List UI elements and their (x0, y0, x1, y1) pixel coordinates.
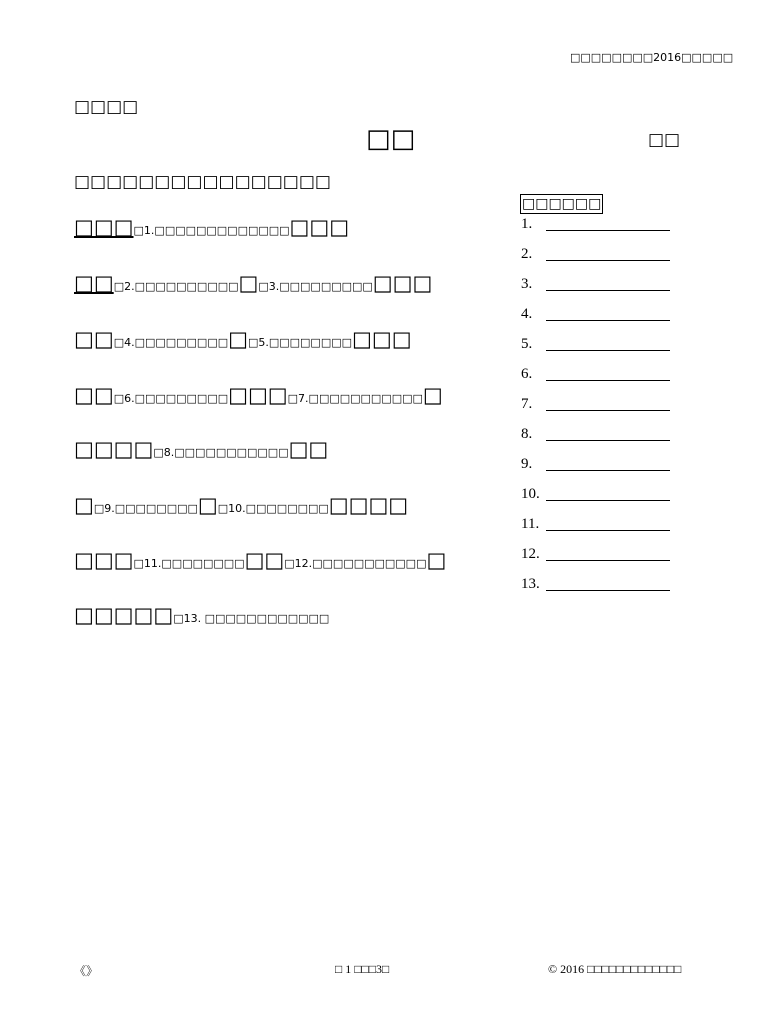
answer-blank[interactable] (546, 530, 670, 531)
passage-text: □□ (288, 437, 329, 461)
answer-box-title: □□□□□□ (522, 196, 602, 212)
passage-text: □□□□□ (74, 603, 174, 627)
passage-question: □6.□□□□□□□□□ (113, 392, 229, 405)
passage-text: □□□□ (328, 493, 409, 517)
passage-text: □□ (244, 548, 285, 572)
answer-number: 12. (521, 546, 540, 562)
passage-text: □□□ (74, 548, 134, 572)
answer-number: 2. (521, 246, 533, 262)
passage-text: □ (422, 383, 443, 407)
passage-question: □9.□□□□□□□□ (93, 502, 198, 515)
passage-question: □12.□□□□□□□□□□□ (284, 557, 427, 570)
passage-line (74, 383, 443, 407)
passage-text: □ (197, 493, 218, 517)
passage-line (74, 327, 412, 351)
passage-line (74, 437, 328, 461)
passage-question: □1.□□□□□□□□□□□□□ (133, 224, 290, 237)
footer-page-number: □ 1 □□□3□ (335, 962, 390, 976)
answer-blank[interactable] (546, 230, 670, 231)
score-label: □□ (648, 130, 681, 150)
passage-line (74, 493, 408, 517)
passage-text: □□□ (74, 215, 134, 239)
answer-number: 7. (521, 396, 533, 412)
passage-line (74, 215, 349, 239)
passage-text: □ (228, 327, 248, 351)
instructions: □□□□□□□□□□□□□□□□ (74, 172, 331, 192)
answer-blank[interactable] (546, 440, 670, 441)
answer-number: 6. (521, 366, 533, 382)
answer-blank[interactable] (546, 410, 670, 411)
answer-number: 4. (521, 306, 533, 322)
passage-text: □□ (74, 327, 114, 351)
passage-question: □5.□□□□□□□□ (247, 336, 353, 349)
answer-number: 8. (521, 426, 533, 442)
passage-text: □□□ (289, 215, 350, 239)
passage-text: □□□ (352, 327, 412, 351)
answer-blank[interactable] (546, 260, 670, 261)
answer-number: 1. (521, 216, 533, 232)
passage-question: □2.□□□□□□□□□□ (113, 280, 239, 293)
answer-number: 3. (521, 276, 533, 292)
answer-blank[interactable] (546, 500, 670, 501)
answer-blank[interactable] (546, 380, 670, 381)
answer-number: 11. (521, 516, 540, 532)
answer-number: 5. (521, 336, 533, 352)
header-text: □□□□□□□□2016□□□□□ (570, 51, 734, 64)
passage-text: □□□ (228, 383, 288, 407)
passage-question: □7.□□□□□□□□□□□ (287, 392, 423, 405)
answer-blank[interactable] (546, 350, 670, 351)
answer-blank[interactable] (546, 290, 670, 291)
passage-text: □□ (74, 383, 114, 407)
passage-line (74, 548, 446, 572)
passage-question: □10.□□□□□□□□ (217, 502, 329, 515)
passage-text: □ (74, 493, 94, 517)
passage-text: □□□□ (74, 437, 154, 461)
answer-number: 13. (521, 576, 540, 592)
passage-text: □ (426, 548, 447, 572)
passage-line (74, 603, 329, 627)
passage-question: □11.□□□□□□□□ (133, 557, 245, 570)
answer-blank[interactable] (546, 560, 670, 561)
passage-text: □□□ (372, 271, 433, 295)
answer-number: 10. (521, 486, 540, 502)
answer-blank[interactable] (546, 470, 670, 471)
passage-line (74, 271, 432, 295)
passage-question: □8.□□□□□□□□□□□ (153, 446, 289, 459)
passage-text: □ (238, 271, 259, 295)
answer-number: 9. (521, 456, 533, 472)
passage-text: □□ (74, 271, 114, 295)
footer-left: 《》 (74, 964, 99, 978)
passage-question: □3.□□□□□□□□□ (258, 280, 373, 293)
footer-copyright: © 2016 □□□□□□□□□□□□□ (548, 962, 682, 976)
passage-question: □13. □□□□□□□□□□□□ (173, 612, 330, 625)
section-label: □□□□ (74, 97, 139, 117)
answer-blank[interactable] (546, 590, 670, 591)
page-title: □□ (366, 124, 416, 154)
answer-blank[interactable] (546, 320, 670, 321)
passage-question: □4.□□□□□□□□□ (113, 336, 229, 349)
